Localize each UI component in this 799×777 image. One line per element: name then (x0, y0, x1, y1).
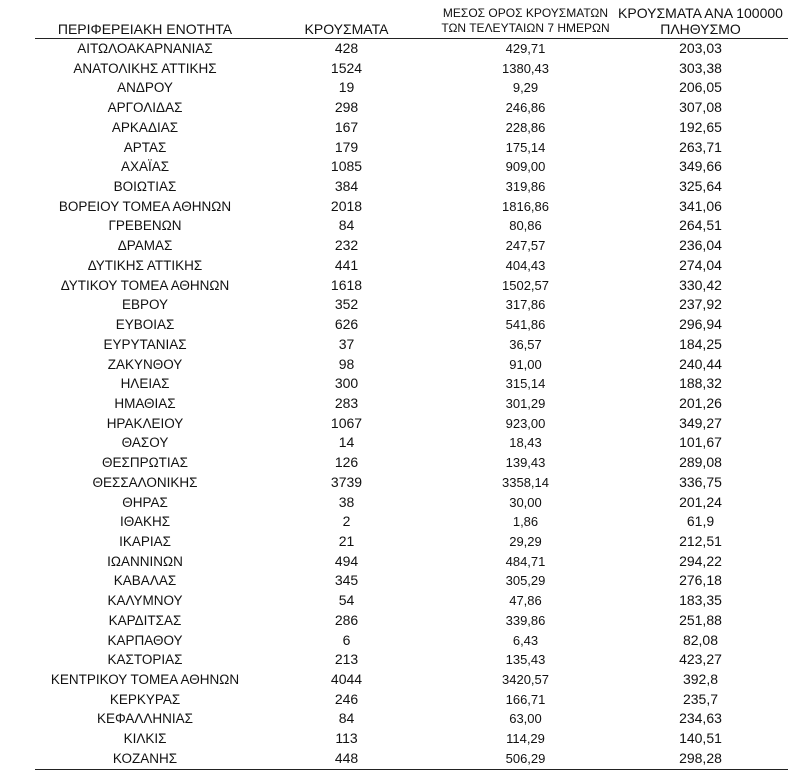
cell-avg: 315,14 (505, 376, 546, 392)
cell-avg: 47,86 (509, 593, 542, 609)
cell-cases: 1618 (330, 276, 363, 293)
cell-cases: 84 (338, 710, 355, 727)
table-row (35, 433, 788, 453)
cell-cases: 113 (335, 730, 358, 747)
table-row (35, 473, 788, 493)
cell-per100k: 294,22 (679, 552, 722, 569)
table-row (35, 315, 788, 335)
cell-cases: 1067 (330, 414, 363, 431)
table-header (35, 2, 788, 39)
cell-cases: 298 (334, 99, 359, 116)
cell-region: ΗΜΑΘΙΑΣ (114, 395, 176, 411)
cell-region: ΚΟΖΑΝΗΣ (35, 749, 255, 769)
cell-per100k: 330,42 (679, 276, 722, 293)
table-row (35, 749, 788, 769)
table-row (35, 552, 788, 572)
cell-region: ΑΡΚΑΔΙΑΣ (111, 119, 179, 135)
header-per100k (613, 2, 788, 39)
header-per100k-line2: ΠΛΗΘΥΣΜΟ (660, 21, 741, 37)
table-body (35, 39, 788, 770)
cell-cases: 1085 (330, 158, 363, 175)
cell-region: ΔΥΤΙΚΟΥ ΤΟΜΕΑ ΑΘΗΝΩΝ (60, 277, 230, 293)
table-row (35, 197, 788, 217)
cell-region: ΘΗΡΑΣ (122, 494, 168, 510)
cell-cases: 19 (338, 79, 355, 96)
cell-region: ΑΡΓΟΛΙΔΑΣ (107, 100, 183, 116)
cell-cases: 179 (334, 138, 359, 155)
cell-region: ΕΒΡΟΥ (121, 297, 169, 313)
cell-cases: 37 (338, 335, 355, 352)
cell-per100k: 274,04 (679, 256, 722, 273)
cell-cases: 98 (338, 355, 355, 372)
cell-cases: 14 (338, 434, 355, 451)
cell-avg: 36,57 (509, 336, 542, 352)
table-row (35, 138, 788, 158)
cell-per100k: 263,71 (679, 138, 722, 155)
cell-region: ΚΑΡΠΑΘΟΥ (107, 632, 183, 648)
table-row (35, 295, 788, 315)
cell-region: ΑΝΔΡΟΥ (117, 80, 173, 96)
table-row (35, 453, 788, 473)
table-row (35, 414, 788, 434)
cell-region: ΑΡΤΑΣ (123, 139, 167, 155)
cell-cases: 21 (338, 532, 355, 549)
table-row (35, 631, 788, 651)
table-row (35, 236, 788, 256)
table-row (35, 650, 788, 670)
cell-avg: 175,14 (505, 139, 546, 155)
cell-avg: 246,86 (505, 100, 546, 116)
table-row (35, 709, 788, 729)
cell-cases: 448 (255, 749, 438, 769)
cell-per100k: 183,35 (679, 592, 722, 609)
cell-cases: 213 (334, 651, 359, 668)
cell-avg: 3358,14 (502, 474, 549, 490)
table-row (35, 39, 788, 59)
cell-cases: 246 (334, 690, 359, 707)
cell-region: ΚΕΦΑΛΛΗΝΙΑΣ (96, 711, 194, 727)
cell-avg: 1380,43 (502, 60, 549, 76)
cell-avg: 80,86 (509, 218, 542, 234)
cell-cases: 4044 (330, 671, 363, 687)
cell-per100k: 276,18 (679, 572, 722, 589)
table-row (35, 98, 788, 118)
cell-per100k: 349,27 (679, 414, 722, 431)
cell-per100k: 206,05 (679, 79, 722, 96)
table-row (35, 591, 788, 611)
cell-avg: 6,43 (512, 632, 539, 648)
table-row (35, 118, 788, 138)
cell-region: ΘΕΣΣΑΛΟΝΙΚΗΣ (92, 474, 198, 490)
cell-cases: 84 (338, 217, 355, 234)
header-avg (438, 2, 613, 39)
cell-avg: 29,29 (509, 533, 542, 549)
cell-per100k: 303,38 (679, 59, 722, 76)
cell-avg: 139,43 (505, 455, 546, 471)
cell-cases: 286 (334, 611, 359, 628)
table-row (35, 670, 788, 690)
cell-per100k: 203,03 (679, 40, 722, 56)
header-avg-line1: ΜΕΣΟΣ ΟΡΟΣ ΚΡΟΥΣΜΑΤΩΝ (442, 6, 609, 20)
table-row (35, 355, 788, 375)
cell-cases: 441 (334, 256, 359, 273)
cell-cases: 345 (334, 572, 359, 589)
header-per100k-line1: ΚΡΟΥΣΜΑΤΑ ΑΝΑ 100000 (618, 5, 783, 21)
table-row (35, 690, 788, 710)
header-avg-line2: ΤΩΝ ΤΕΛΕΥΤΑΙΩΝ 7 ΗΜΕΡΩΝ (441, 21, 610, 35)
cell-per100k: 212,51 (679, 532, 722, 549)
cell-avg: 1816,86 (502, 198, 549, 214)
cell-per100k: 325,64 (679, 178, 722, 195)
cell-region: ΚΑΡΔΙΤΣΑΣ (108, 612, 182, 628)
table-row (35, 276, 788, 296)
cell-per100k: 289,08 (679, 454, 722, 471)
table-row (35, 394, 788, 414)
cell-avg: 484,71 (505, 553, 546, 569)
cell-region: ΕΥΡΥΤΑΝΙΑΣ (103, 336, 187, 352)
cell-region: ΙΚΑΡΙΑΣ (119, 533, 171, 549)
cell-avg: 429,71 (505, 41, 546, 56)
cell-region: ΙΩΑΝΝΙΝΩΝ (107, 553, 183, 569)
cell-region: ΓΡΕΒΕΝΩΝ (108, 218, 182, 234)
cell-region: ΕΥΒΟΙΑΣ (115, 317, 175, 333)
cell-avg: 30,00 (509, 494, 542, 510)
cell-region: ΖΑΚΥΝΘΟΥ (107, 356, 183, 372)
cell-per100k: 235,7 (682, 690, 719, 707)
table-row (35, 216, 788, 236)
cell-region: ΑΙΤΩΛΟΑΚΑΡΝΑΝΙΑΣ (77, 41, 213, 56)
cell-per100k: 341,06 (679, 197, 722, 214)
cell-cases: 283 (334, 394, 359, 411)
cell-per100k: 298,28 (613, 749, 788, 769)
cell-per100k: 336,75 (679, 473, 722, 490)
cell-region: ΙΘΑΚΗΣ (119, 514, 171, 530)
cell-region: ΚΑΛΥΜΝΟΥ (107, 593, 183, 609)
table-row (35, 374, 788, 394)
cell-avg: 247,57 (505, 238, 546, 254)
cell-avg: 1502,57 (502, 277, 549, 293)
cell-cases: 167 (334, 118, 359, 135)
cell-avg: 18,43 (509, 435, 542, 451)
cell-avg: 9,29 (512, 80, 539, 96)
cell-per100k: 201,24 (679, 493, 722, 510)
cell-cases: 54 (338, 592, 355, 609)
cell-avg: 3420,57 (502, 672, 549, 687)
cell-region: ΚΑΣΤΟΡΙΑΣ (107, 652, 183, 668)
table-row (35, 512, 788, 532)
cell-per100k: 234,63 (679, 710, 722, 727)
cell-avg: 909,00 (505, 159, 546, 175)
cell-avg: 228,86 (505, 119, 546, 135)
table-row (35, 611, 788, 631)
cases-table (35, 2, 788, 770)
cell-region: ΗΛΕΙΑΣ (120, 376, 170, 392)
cell-cases: 428 (334, 40, 359, 56)
cell-per100k: 423,27 (679, 651, 722, 668)
cell-cases: 1524 (330, 59, 363, 76)
cell-per100k: 307,08 (679, 99, 722, 116)
cell-cases: 38 (338, 493, 355, 510)
cell-avg: 541,86 (505, 317, 546, 333)
cell-avg: 114,29 (506, 731, 545, 747)
cell-avg: 1,86 (512, 514, 539, 530)
table-row (35, 78, 788, 98)
cell-per100k: 349,66 (679, 158, 722, 175)
cell-region: ΚΕΡΚΥΡΑΣ (109, 691, 181, 707)
cell-per100k: 237,92 (679, 296, 722, 313)
cell-cases: 494 (334, 552, 359, 569)
cell-region: ΚΕΝΤΡΙΚΟΥ ΤΟΜΕΑ ΑΘΗΝΩΝ (50, 672, 240, 687)
cell-region: ΑΧΑΪΑΣ (120, 159, 170, 175)
cell-region: ΔΥΤΙΚΗΣ ΑΤΤΙΚΗΣ (87, 257, 203, 273)
cell-per100k: 61,9 (686, 513, 715, 530)
cell-avg: 166,71 (505, 691, 546, 707)
cell-region: ΚΑΒΑΛΑΣ (113, 573, 177, 589)
cell-cases: 2 (342, 513, 351, 530)
cell-cases: 6 (342, 631, 351, 648)
table-row (35, 493, 788, 513)
cell-avg: 305,29 (505, 573, 546, 589)
cell-cases: 126 (334, 454, 359, 471)
header-cases: ΚΡΟΥΣΜΑΤΑ (255, 2, 438, 39)
cell-per100k: 392,8 (682, 671, 719, 687)
cell-region: ΔΡΑΜΑΣ (117, 238, 173, 254)
cell-avg: 91,00 (509, 356, 542, 372)
cell-avg: 923,00 (505, 415, 546, 431)
cell-cases: 626 (334, 316, 359, 333)
table-row (35, 571, 788, 591)
cell-region: ΚΙΛΚΙΣ (123, 731, 167, 747)
table-row (35, 729, 788, 749)
cell-avg: 506,29 (438, 749, 613, 769)
cell-per100k: 240,44 (679, 355, 722, 372)
table-row (35, 256, 788, 276)
table-row (35, 335, 788, 355)
cell-per100k: 188,32 (679, 375, 722, 392)
cell-region: ΘΕΣΠΡΩΤΙΑΣ (101, 455, 189, 471)
table-row (35, 59, 788, 79)
cell-avg: 301,29 (505, 395, 546, 411)
cell-cases: 384 (334, 178, 359, 195)
cell-region: ΗΡΑΚΛΕΙΟΥ (106, 415, 184, 431)
cell-avg: 63,00 (509, 711, 542, 727)
cell-avg: 135,43 (505, 652, 546, 668)
header-row (35, 2, 788, 39)
cell-per100k: 264,51 (679, 217, 722, 234)
table-row (35, 532, 788, 552)
cell-avg: 404,43 (505, 257, 546, 273)
cell-per100k: 140,51 (679, 730, 722, 747)
cell-per100k: 192,65 (679, 118, 722, 135)
cell-cases: 3739 (330, 473, 363, 490)
cell-region: ΘΑΣΟΥ (121, 435, 169, 451)
cell-cases: 232 (334, 237, 359, 254)
cell-avg: 339,86 (505, 612, 546, 628)
cell-avg: 319,86 (505, 179, 546, 195)
cell-cases: 2018 (330, 197, 363, 214)
cell-cases: 300 (334, 375, 359, 392)
cell-per100k: 251,88 (679, 611, 722, 628)
cell-per100k: 82,08 (682, 631, 719, 648)
table-row (35, 157, 788, 177)
cell-per100k: 201,26 (679, 394, 722, 411)
cell-region: ΑΝΑΤΟΛΙΚΗΣ ΑΤΤΙΚΗΣ (73, 60, 217, 76)
cell-region: ΒΟΙΩΤΙΑΣ (113, 179, 177, 195)
cell-avg: 317,86 (505, 297, 546, 313)
cell-region: ΒΟΡΕΙΟΥ ΤΟΜΕΑ ΑΘΗΝΩΝ (58, 198, 232, 214)
header-region: ΠΕΡΙΦΕΡΕΙΑΚΗ ΕΝΟΤΗΤΑ (35, 2, 255, 39)
table-row (35, 177, 788, 197)
cell-per100k: 184,25 (679, 335, 722, 352)
cell-per100k: 236,04 (679, 237, 722, 254)
cell-per100k: 101,67 (679, 434, 722, 451)
cell-cases: 352 (334, 296, 359, 313)
cell-per100k: 296,94 (679, 316, 722, 333)
